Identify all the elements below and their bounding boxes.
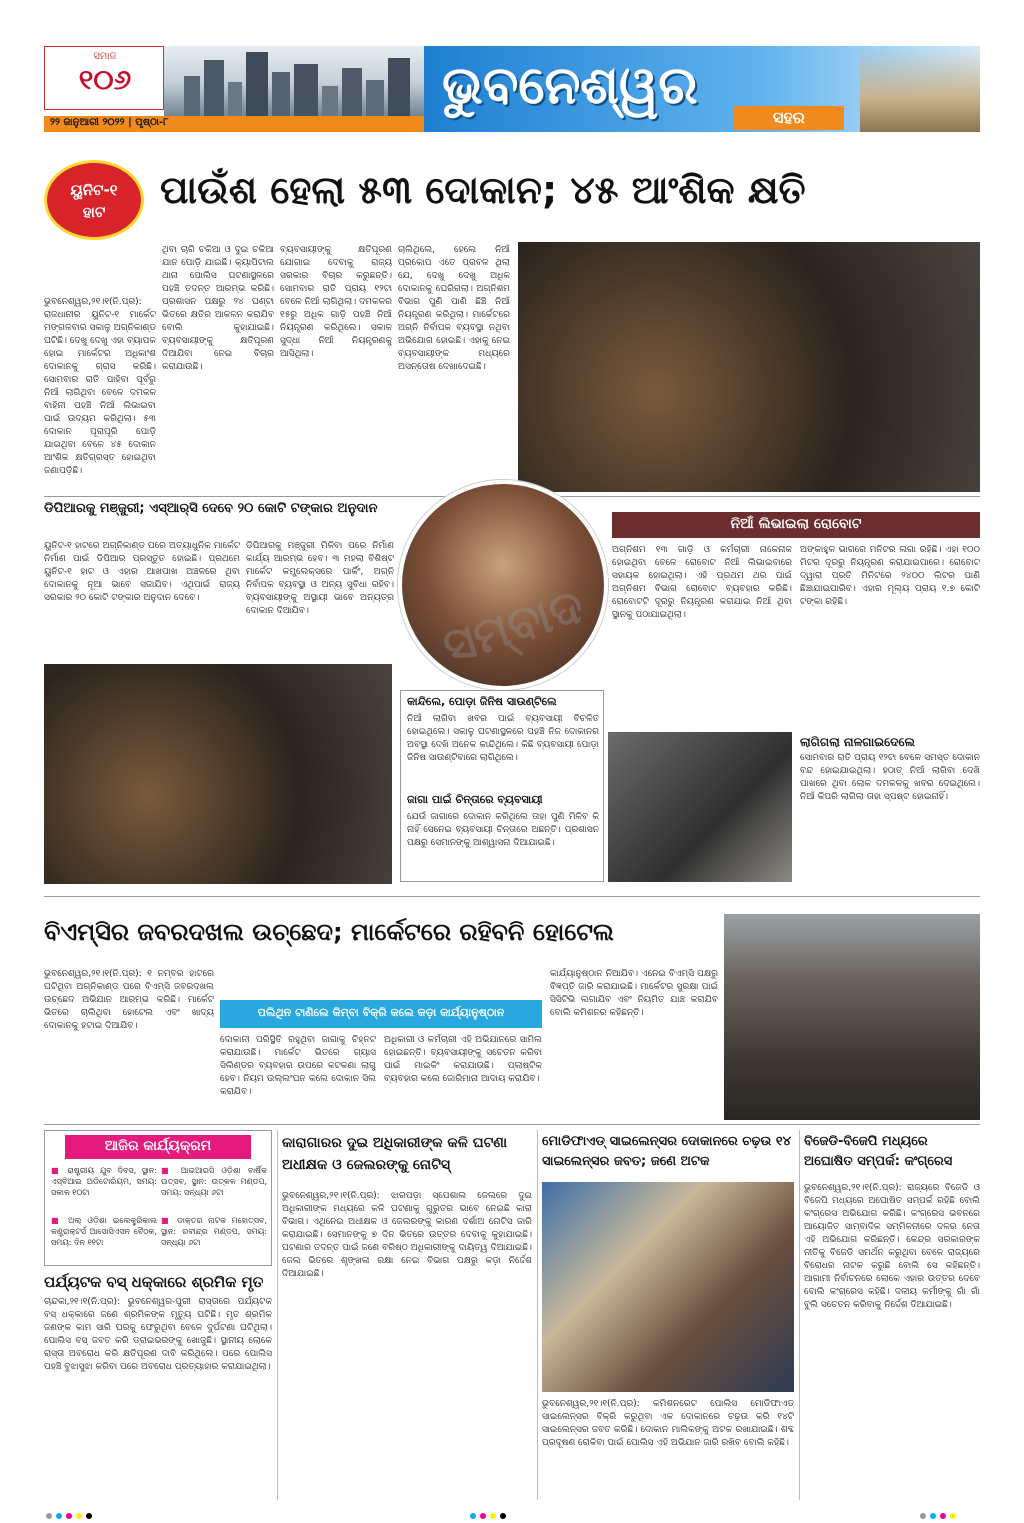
- bmc-crowd-photo: [724, 914, 980, 1120]
- lead-photo-burnt-market: [518, 242, 980, 492]
- program-title-bar: [65, 1135, 251, 1159]
- story2-headline: ଡିପିଆରକୁ ମଞ୍ଜୁରୀ; ଏସ୍‌ଆର୍‌ସି ଦେବେ ୨୦ କୋଟି ଟଙ୍କାର ଅନୁଦାନ: [44, 501, 378, 516]
- story2-col-2: [246, 540, 394, 658]
- tourist-headline: ପର୍ଯ୍ୟଟକ ବସ୍ ଧକ୍କାରେ ଶ୍ରମିକ ମୃତ: [44, 1273, 264, 1291]
- program-item-3-text: ଅଲ୍ ଓଡ଼ିଶା ଇଲେକ୍ଟ୍ରିକାଲ କଣ୍ଟ୍ରାକ୍ଟର୍ସ ଆସୋସିଏସନ ବୈଠକ, ସମୟ: ଦିନ ୧୧ଟା: [51, 1216, 157, 1247]
- city-title: ଭୁବନେଶ୍ୱର: [442, 56, 698, 116]
- lead-headline: ପାଉଁଶ ହେଲା ୫୩ ଦୋକାନ; ୪୫ ଆଂଶିକ କ୍ଷତି: [160, 168, 806, 212]
- bmc-banner-text: ପଲିଥିନ ଟାଣିଲେ କିମ୍ବା ବିକ୍ରି କଲେ କଡ଼ା କାର୍ଯ୍ୟାନୁଷ୍ଠାନ: [257, 1006, 505, 1019]
- logo-box: [44, 46, 164, 110]
- col-divider-c: [799, 1130, 800, 1500]
- bmc-col-3: [384, 1034, 542, 1120]
- jail-text: ଭୁବନେଶ୍ୱର,୨୧।୧(ନି.ପ୍ର): ଝାରପଡ଼ା ସ୍ପେଶାଲ ଜେଲରେ ଦୁଇ ଅଧିକାରୀଙ୍କ ମଧ୍ୟରେ କଳି ଘଟଣାକୁ ଗୁରୁତର ଭାବେ ନେଇଛି କାରା ବିଭାଗ। ଏଥିନେଇ ଅଧୀକ୍ଷକ ଓ ଜେଲରଙ୍କୁ କାରଣ ଦର୍ଶାଅ ନୋଟିସ ଜାରି କରାଯାଇଛି। ସେମାନଙ୍କୁ ୭ ଦିନ ଭିତରେ ଉତ୍ତର ଦେବାକୁ କୁହାଯାଇଛି। ଘଟଣାର ତଦନ୍ତ ପାଇଁ ଜଣେ ବରିଷ୍ଠ ଅଧିକାରୀଙ୍କୁ ଦାୟିତ୍ୱ ଦିଆଯାଇଛି। ଜେଲ ଭିତରେ ଶୃଙ୍ଖଳା ରକ୍ଷା ନେଇ ବିଭାଗ ପକ୍ଷରୁ କଡ଼ା ନିର୍ଦ୍ଦେଶ ଦିଆଯାଇଛି।: [282, 1191, 532, 1279]
- robot-col-1-text: ଅଗ୍ନିଶମ ୧୩ ଗାଡ଼ି ଓ କର୍ମଚାରୀ ନାକେନାକ ହୋଇଥିବା ବେଳେ ରୋବୋଟ ନିଆଁ ଲିଭାଇବାରେ ସହାୟକ ହୋଇଥିଲା। ଏହି ପ୍ରଥମ ଥର ପାଇଁ ଅଗ୍ନିଶମ ବିଭାଗ ରୋବୋଟ ବ୍ୟବହାର କରିଛି। ରୋବୋଟଟି ଦୂରରୁ ନିୟନ୍ତ୍ରଣ କରାଯାଇ ନିଆଁ ଥିବା ସ୍ଥାନକୁ ପଠାଯାଇଥିଲା।: [612, 545, 792, 620]
- lead-col-2: [162, 244, 274, 492]
- date-page: ୨୨ ଜାନୁଆରୀ ୨୦୨୨ | ପୃଷ୍ଠା-୮: [50, 117, 169, 128]
- registration-dots-right: [920, 1504, 980, 1512]
- skyline-image: [164, 46, 424, 120]
- bmc-col-1: [44, 968, 214, 1120]
- masthead: [44, 46, 980, 132]
- col-divider-b: [537, 1130, 538, 1500]
- inset-subhead: ଜାଗା ପାଇଁ ଚିନ୍ତାରେ ବ୍ୟବସାୟୀ: [407, 793, 543, 806]
- silencer-headline: ମୋଡିଫାଏଡ୍ ସାଇଲେନ୍ସର ଦୋକାନରେ ଚଢ଼ଉ ୧୪ ସାଇଲେନ୍ସର ଜବତ; ଜଣେ ଅଟକ: [542, 1134, 792, 1169]
- program-item-1-text: ରାଷ୍ଟ୍ରୀୟ ଯୁବ ଦିବସ, ସ୍ଥାନ: ଏସ୍‌ବିଆଇ ଅଡିଟୋରିୟମ, ସମୟ: ସକାଳ ୧୦ଟା: [51, 1166, 157, 1197]
- registration-dots-left: [46, 1504, 106, 1512]
- divider-2: [44, 896, 980, 897]
- story2-col-1-text: ୟୁନିଟ-୧ ହାଟରେ ଅଗ୍ନିକାଣ୍ଡ ପରେ ଅତ୍ୟାଧୁନିକ ମାର୍କେଟ ନିର୍ମାଣ ପାଇଁ ଡିପିଆର ପ୍ରସ୍ତୁତ ହୋଇଛି। ପ୍ରଥମେ ୟୁନିଟ-୧ ହାଟ ଓ ଏହାର ଆଖପାଖ ଅଞ୍ଚଳରେ ଥିବା ଦୋକାନକୁ ନୂଆ ଭାବେ ସଜାଯିବ। ଏଥିପାଇଁ ରାଜ୍ୟ ସରକାର ୨୦ କୋଟି ଟଙ୍କାର ଅନୁଦାନ ଦେବେ।: [44, 541, 240, 603]
- badge-line2: ହାଟ: [82, 203, 106, 221]
- inset-story-box: [400, 690, 604, 882]
- burnt-bike-photo: [608, 732, 792, 882]
- silencer-shop-photo: [542, 1182, 794, 1392]
- robot-col-2: [800, 544, 980, 724]
- divider-3: [44, 1124, 980, 1125]
- story2-col-2-text: ଡିପିଆରକୁ ମଞ୍ଜୁରୀ ମିଳିବା ପରେ ନିର୍ମାଣ କାର୍ଯ୍ୟ ଆରମ୍ଭ ହେବ। ୩ ମହଲା ବିଶିଷ୍ଟ ମାର୍କେଟ କମ୍ପ୍ଲେକ୍ସରେ ପାର୍କିଂ, ଅଗ୍ନି ନିର୍ବାପକ ବ୍ୟବସ୍ଥା ଓ ଅନ୍ୟ ସୁବିଧା ରହିବ। ବ୍ୟବସାୟୀଙ୍କୁ ଅସ୍ଥାୟୀ ଭାବେ ଅନ୍ୟତ୍ର ଦୋକାନ ଦିଆଯିବ।: [246, 541, 394, 616]
- date-page-bar: [44, 116, 424, 132]
- story2-col-1: [44, 540, 240, 658]
- lead-col-4: [398, 244, 510, 492]
- registration-dots-center: [470, 1504, 550, 1512]
- program-box: [44, 1130, 272, 1266]
- bmc-col-2: [220, 1034, 376, 1120]
- inset-text-2: ଯେଉଁ ଜାଗାରେ ଦୋକାନ କରିଥିଲେ ତାହା ପୁଣି ମିଳିବ କି ନାହିଁ ସେନେଇ ବ୍ୟବସାୟୀ ଚିନ୍ତାରେ ଅଛନ୍ତି। ପ୍ରଶାସନ ପକ୍ଷରୁ ସେମାନଙ୍କୁ ଆଶ୍ୱାସନା ଦିଆଯାଇଛି।: [407, 812, 599, 848]
- watermark: ସମ୍ବାଦ: [436, 577, 591, 676]
- badge-line1: ୟୁନିଟ-୧: [70, 181, 118, 199]
- lead-col-3-text: ବ୍ୟବସାୟୀଙ୍କୁ କ୍ଷତିପୂରଣ ଯୋଗାଇ ଦେବାକୁ ରାଜ୍ୟ ସରକାର ବିଚାର କରୁଛନ୍ତି। ସୋମବାର ରାତି ପ୍ରାୟ ୧୨ଟା ବେଳେ ନିଆଁ ଲାଗିଥିଲା। ଦମକଳର ୧୫ରୁ ଅଧିକ ଗାଡ଼ି ପହଞ୍ଚି ନିଆଁ ନିୟନ୍ତ୍ରଣ କରିଥିଲେ। ସକାଳ ସୁଦ୍ଧା ନିଆଁ ନିୟନ୍ତ୍ରଣକୁ ଆସିଥିଲା।: [280, 245, 392, 359]
- city-title-band: [424, 46, 980, 132]
- city-sub-tag: [734, 106, 844, 130]
- bjd-text: ଭୁବନେଶ୍ୱର,୨୧।୧(ନି.ପ୍ର): ରାଜ୍ୟରେ ବିଜେଡି ଓ ବିଜେପି ମଧ୍ୟରେ ଅଘୋଷିତ ସମ୍ପର୍କ ରହିଛି ବୋଲି କଂଗ୍ରେସ ଅଭିଯୋଗ କରିଛି। କଂଗ୍ରେସ ଭବନରେ ଆୟୋଜିତ ସାମ୍ବାଦିକ ସମ୍ମିଳନୀରେ ଦଳର ନେତା ଏହି ଅଭିଯୋଗ କରିଛନ୍ତି। କେନ୍ଦ୍ର ସରକାରଙ୍କ ନୀତିକୁ ବିଜେଡି ସମର୍ଥନ କରୁଥିବା ବେଳେ ରାଜ୍ୟରେ ବିରୋଧର ନାଟକ କରୁଛି ବୋଲି ସେ କହିଛନ୍ତି। ଆଗାମୀ ନିର୍ବାଚନରେ ଲୋକେ ଏହାର ଉତ୍ତର ଦେବେ ବୋଲି କଂଗ୍ରେସ କହିଛି। ଦଳୀୟ କର୍ମୀଙ୍କୁ ଗାଁ ଗାଁ ବୁଲି ସଚେତନ କରିବାକୁ ନିର୍ଦ୍ଦେଶ ଦିଆଯାଇଛି।: [804, 1183, 980, 1310]
- program-title: ଆଜିର କାର୍ଯ୍ୟକ୍ରମ: [104, 1138, 212, 1154]
- bmc-col-4: [550, 968, 718, 1120]
- bmc-col-4-text: କାର୍ଯ୍ୟାନୁଷ୍ଠାନ ନିଆଯିବ। ଏନେଇ ବିଏମ୍‌ସି ପକ୍ଷରୁ ବିଜ୍ଞପ୍ତି ଜାରି କରାଯାଇଛି। ମାର୍କେଟର ସୁରକ୍ଷା ପାଇଁ ସିସିଟିଭି ଲଗାଯିବ ଏବଂ ନିୟମିତ ଯାଞ୍ଚ କରାଯିବ ବୋଲି କମିଶନର କହିଛନ୍ତି।: [550, 969, 718, 1018]
- bmc-col-3-text: ଅଧିକାରୀ ଓ କର୍ମଚାରୀ ଏହି ଅଭିଯାନରେ ସାମିଲ ହୋଇଛନ୍ତି। ବ୍ୟବସାୟୀଙ୍କୁ ସଚେତନ କରିବା ପାଇଁ ମାଇକିଂ କରାଯାଉଛି। ପ୍ଲାଷ୍ଟିକ ବ୍ୟବହାର କଲେ ଜୋରିମାନା ଆଦାୟ କରାଯିବ।: [384, 1035, 542, 1084]
- woman-searching-photo: [44, 664, 392, 884]
- program-item-4-text: ଡାକ୍ତର ନାଟକ ମହୋତ୍ସବ, ସ୍ଥାନ: ରବୀନ୍ଦ୍ର ମଣ୍ଡପ, ସମୟ: ସନ୍ଧ୍ୟା ୬ଟା: [161, 1216, 267, 1247]
- jail-headline: କାରାଗାରର ଦୁଇ ଅଧିକାରୀଙ୍କ କଳି ଘଟଣା ଅଧୀକ୍ଷକ ଓ ଜେଲରଙ୍କୁ ନୋଟିସ୍: [282, 1135, 508, 1173]
- logo-number: ୧୦୬: [78, 63, 132, 96]
- silencer-text: ଭୁବନେଶ୍ୱର,୨୧।୧(ନି.ପ୍ର): କମିଶନରେଟ ପୋଲିସ ମୋଡିଫାଏଡ୍ ସାଇଲେନ୍ସର ବିକ୍ରି କରୁଥିବା ଏକ ଦୋକାନରେ ଚଢ଼ଉ କରି ୧୪ଟି ସାଇଲେନ୍ସର ଜବତ କରିଛି। ଦୋକାନ ମାଲିକଙ୍କୁ ଅଟକ ରଖାଯାଇଛି। ଶବ୍ଦ ପ୍ରଦୂଷଣ ରୋକିବା ପାଇଁ ପୋଲିସ ଏହି ଅଭିଯାନ ଜାରି ରଖିବ ବୋଲି କହିଛି।: [542, 1399, 794, 1448]
- bmc-col-2-text: ଦୋକାନୀ ପରିସ୍ଥିତି ରହୁଥିବା ଜାଗାକୁ ଚିହ୍ନଟ କରାଯାଉଛି। ମାର୍କେଟ ଭିତରେ ଗ୍ୟାସ ସିଲିଣ୍ଡର ବ୍ୟବହାର ଉପରେ କଟକଣା ଲାଗୁ ହେବ। ନିୟମ ଉଲ୍ଲଂଘନ କଲେ ଦୋକାନ ସିଲ କରାଯିବ।: [220, 1035, 376, 1097]
- robot-col-2-text: ଅଙ୍କାହୁଳ ଭାଗରେ ମନିଟର ଲଗା ରହିଛି। ଏହା ୧୦୦ ମିଟର ଦୂରରୁ ନିୟନ୍ତ୍ରଣ କରାଯାଇପାରେ। ରୋବୋଟ ଦ୍ୱାରା ପ୍ରତି ମିନିଟରେ ୨୪୦୦ ଲିଟର ପାଣି ଛିଞ୍ଚାଯାଇପାରିବ। ଏହାର ମୂଲ୍ୟ ପ୍ରାୟ ୧.୭ କୋଟି ଟଙ୍କା ରହିଛି।: [800, 545, 980, 607]
- program-item-4: ■ ଡାକ୍ତର ନାଟକ ମହୋତ୍ସବ, ସ୍ଥାନ: ରବୀନ୍ଦ୍ର ମଣ୍ଡପ, ସମୟ: ସନ୍ଧ୍ୟା ୬ଟା: [161, 1216, 267, 1247]
- lead-col-1: [44, 244, 156, 492]
- logo-top: ସମାଜ: [93, 51, 117, 62]
- lead-col-2-text: ଥିବା ଚାରି ଚକିଆ ଓ ଦୁଇ ଚକିଆ ଯାନ ପୋଡ଼ି ଯାଇଛି। କ୍ୟାପିଟାଲ ଥାନା ପୋଲିସ ଘଟଣାସ୍ଥଳରେ ପହଞ୍ଚି ତଦନ୍ତ ଆରମ୍ଭ କରିଛି। ପ୍ରଶାସନ ପକ୍ଷରୁ ୨୪ ଘଣ୍ଟା ଭିତରେ କ୍ଷତିର ଆକଳନ କରାଯିବ ବୋଲି କୁହାଯାଇଛି। ବ୍ୟବସାୟୀଙ୍କୁ କ୍ଷତିପୂରଣ ଦିଆଯିବା ନେଇ ବିଚାର କରାଯାଉଛି।: [162, 245, 274, 372]
- bmc-banner: [220, 1000, 542, 1028]
- robot-col-1: [612, 544, 792, 724]
- city-sub: ସହର: [773, 108, 805, 127]
- nalgai-text: ସୋମବାର ରାତି ପ୍ରାୟ ୧୨ଟା ବେଳେ ସମସ୍ତ ଦୋକାନ ବନ୍ଦ ହୋଇଯାଇଥିଲା। ହଠାତ୍ ନିଆଁ ଲାଗିବା ଦେଖି ପାଖରେ ଥିବା ଲୋକ ଦମକଳକୁ ଖବର ଦେଇଥିଲେ। ନିଆଁ କିପରି ଲାଗିଲା ତାହା ସ୍ପଷ୍ଟ ହୋଇନାହିଁ।: [800, 753, 980, 802]
- program-item-3: ■ ଅଲ୍ ଓଡ଼ିଶା ଇଲେକ୍ଟ୍ରିକାଲ କଣ୍ଟ୍ରାକ୍ଟର୍ସ ଆସୋସିଏସନ ବୈଠକ, ସମୟ: ଦିନ ୧୧ଟା: [51, 1216, 157, 1247]
- program-item-2: ■ ଆଇଆରସି ଓଡ଼ିଶା ବାର୍ଷିକ ଉତ୍ସବ, ସ୍ଥାନ: ଉତ୍କଳ ମଣ୍ଡପ, ସମୟ: ସନ୍ଧ୍ୟା ୬ଟା: [161, 1166, 267, 1197]
- program-item-2-text: ଆଇଆରସି ଓଡ଼ିଶା ବାର୍ଷିକ ଉତ୍ସବ, ସ୍ଥାନ: ଉତ୍କଳ ମଣ୍ଡପ, ସମୟ: ସନ୍ଧ୍ୟା ୬ଟା: [161, 1166, 267, 1197]
- lead-col-1-text: ଭୁବନେଶ୍ୱର,୨୧।୧(ନି.ପ୍ର): ରାଜଧାନୀର ୟୁନିଟ-୧ ମାର୍କେଟ ମଙ୍ଗଳବାର ସକାଳୁ ଅଗ୍ନିକାଣ୍ଡ ଘଟିଛି। ଦେଖୁ ଦେଖୁ ଏହା ବ୍ୟାପକ ହୋଇ ମାର୍କେଟର ଅଧିକାଂଶ ଦୋକାନକୁ ଗ୍ରାସ କରିଛି। ସୋମବାର ରାତି ପାହିବା ପୂର୍ବରୁ ନିଆଁ ଲାଗିଥିବା ବେଳେ ଦମକଳ ବାହିନୀ ପହଞ୍ଚି ନିଆଁ ଲିଭାଇବା ପାଇଁ ଉଦ୍ୟମ କରିଥିଲା। ୫୩ ଦୋକାନ ପୂରାପୂରି ପୋଡ଼ି ଯାଇଥିବା ବେଳେ ୪୫ ଦୋକାନ ଆଂଶିକ କ୍ଷତିଗ୍ରସ୍ତ ହୋଇଥିବା ଜଣାପଡ଼ିଛି।: [44, 297, 156, 476]
- bjd-headline: ବିଜେଡି-ବିଜେପି ମଧ୍ୟରେ ଅଘୋଷିତ ସମ୍ପର୍କ: କଂଗ୍ରେସ: [804, 1134, 953, 1169]
- bmc-col-1-text: ଭୁବନେଶ୍ୱର,୨୧।୧(ନି.ପ୍ର): ୧ ନମ୍ବର ହାଟରେ ଘଟିଥିବା ଅଗ୍ନିକାଣ୍ଡ ପରେ ବିଏମ୍‌ସି ଜବରଦଖଲ ଉଚ୍ଛେଦ ଅଭିଯାନ ଆରମ୍ଭ କରିଛି। ମାର୍କେଟ ଭିତରେ ଚାଲିଥିବା ହୋଟେଲ ଏବଂ ଖାଦ୍ୟ ଦୋକାନକୁ ହଟାଇ ଦିଆଯିବ।: [44, 969, 214, 1031]
- lead-col-4-text: ଚାଲିଥିଲେ, ହେଲେ ନିଆଁ ପ୍ରକୋପ ଏତେ ପ୍ରବଳ ଥିଲା ଯେ, ଦେଖୁ ଦେଖୁ ଅଧିକ ଦୋକାନକୁ ଘେରିଗଲା। ଅଗ୍ନିଶମ ବିଭାଗ ପୁଣି ପାଣି ଛିଞ୍ଚି ନିଆଁ ନିୟନ୍ତ୍ରଣ କରିଥିଲା। ମାର୍କେଟରେ ଅଗ୍ନି ନିର୍ବାପକ ବ୍ୟବସ୍ଥା ନଥିବା ଅଭିଯୋଗ ହୋଇଛି। ଏହାକୁ ନେଇ ବ୍ୟବସାୟୀଙ୍କ ମଧ୍ୟରେ ଅସନ୍ତୋଷ ଦେଖାଦେଇଛି।: [398, 245, 510, 372]
- robot-headline-bar: [612, 512, 980, 538]
- lead-col-3: [280, 244, 392, 492]
- robot-headline: ନିଆଁ ଲିଭାଇଲା ରୋବୋଟ: [730, 516, 862, 532]
- program-item-1: ■ ରାଷ୍ଟ୍ରୀୟ ଯୁବ ଦିବସ, ସ୍ଥାନ: ଏସ୍‌ବିଆଇ ଅଡିଟୋରିୟମ, ସମୟ: ସକାଳ ୧୦ଟା: [51, 1166, 157, 1197]
- nalgai-headline: ଲାଗିଗଲା ନାଳଗାଇଦେଲେ: [800, 735, 915, 749]
- tourist-text: ଚାନ୍ଦକା,୨୧।୧(ନି.ପ୍ର): ଭୁବନେଶ୍ୱର-ପୁରୀ ରାସ୍ତାରେ ପର୍ଯ୍ୟଟକ ବସ୍ ଧକ୍କାରେ ଜଣେ ଶ୍ରମିକଙ୍କ ମୃତ୍ୟୁ ଘଟିଛି। ମୃତ ଶ୍ରମିକ ଜଣଙ୍କ କାମ ସାରି ଘରକୁ ଫେରୁଥିବା ବେଳେ ଦୁର୍ଘଟଣା ଘଟିଥିଲା। ପୋଲିସ ବସ୍ ଜବତ କରି ଡ୍ରାଇଭରଙ୍କୁ ଖୋଜୁଛି। ସ୍ଥାନୀୟ ଲୋକେ ରାସ୍ତା ଅବରୋଧ କରି କ୍ଷତିପୂରଣ ଦାବି କରିଥିଲେ। ପରେ ପୋଲିସ ପହଞ୍ଚି ବୁଝାସୁଝା କରିବା ପରେ ଅବରୋଧ ପ୍ରତ୍ୟାହାର କରାଯାଇଥିଲା।: [44, 1297, 272, 1372]
- col-divider-a: [277, 1130, 278, 1500]
- temple-image: [860, 46, 980, 132]
- lead-badge: [44, 160, 144, 240]
- inset-text-1: ନିଆଁ ଲାଗିବା ଖବର ପାଇଁ ବ୍ୟବସାୟୀ ବିଚଳିତ ହୋଇଥିଲେ। ସକାଳୁ ଘଟଣାସ୍ଥଳରେ ପହଞ୍ଚି ନିଜ ଦୋକାନର ଅବସ୍ଥା ଦେଖି ଅନେକ କାନ୍ଦିଥିଲେ। କିଛି ବ୍ୟବସାୟୀ ପୋଡ଼ା ଜିନିଷ ସାଉଣ୍ଟିବାରେ ଲାଗିଥିଲେ।: [407, 714, 599, 763]
- inset-headline: କାନ୍ଦିଲେ, ପୋଡ଼ା ଜିନିଷ ସାଉଣ୍ଟିଲେ: [407, 695, 557, 708]
- bmc-headline: ବିଏମ୍‌ସିର ଜବରଦଖଲ ଉଚ୍ଛେଦ; ମାର୍କେଟରେ ରହିବନି ହୋଟେଲ: [44, 918, 614, 946]
